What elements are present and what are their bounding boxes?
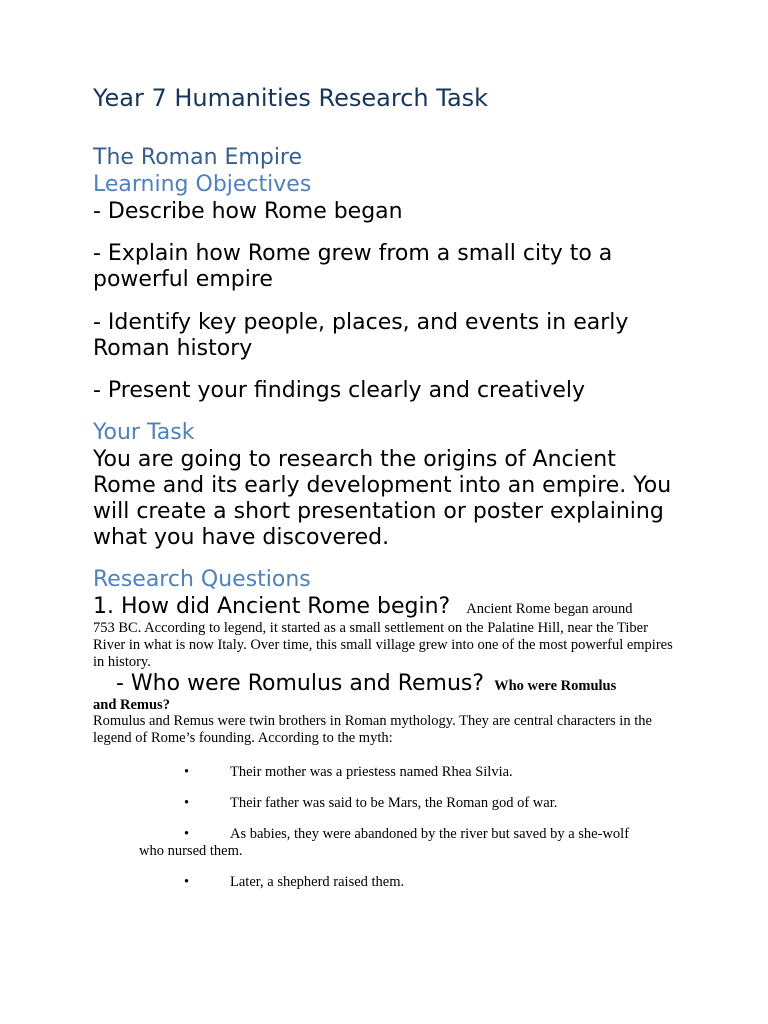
question-2-bold-start: Who were Romulus — [494, 678, 617, 694]
heading-research-questions: Research Questions — [93, 567, 311, 592]
objective-item: - Describe how Rome began — [93, 199, 403, 224]
bullet-item: As babies, they were abandoned by the river but saved by a she-wolf — [230, 826, 630, 842]
heading-learning-objectives: Learning Objectives — [93, 172, 312, 197]
bullet-symbol: • — [184, 826, 190, 842]
objective-item: - Present your findings clearly and creatively — [93, 378, 586, 403]
heading-your-task: Your Task — [93, 420, 195, 445]
question-2-line — [116, 671, 676, 696]
section-title-roman-empire: The Roman Empire — [93, 145, 303, 170]
question-2-answer: Romulus and Remus were twin brothers in Roman mythology. They are central characters in the legend of Rome’s founding. According to the myth: — [93, 713, 652, 746]
document-title: Year 7 Humanities Research Task — [93, 84, 489, 112]
objective-item: - Explain how Rome grew from a small city to a powerful empire — [93, 241, 613, 292]
question-1-answer: 753 BC. According to legend, it started as a small settlement on the Palatine Hill, near the Tiber River in what is now Italy. Over time, this small village grew into one of the most powerful empires in history. — [93, 620, 673, 670]
question-1-answer-start: Ancient Rome began around — [466, 601, 633, 617]
objective-item: - Identify key people, places, and events in early Roman history — [93, 310, 629, 361]
bullet-symbol: • — [184, 795, 190, 811]
bullet-symbol: • — [184, 874, 190, 890]
question-2-label: - Who were Romulus and Remus? — [116, 671, 485, 696]
bullet-item: Later, a shepherd raised them. — [230, 874, 405, 890]
question-2-bold-rest: and Remus? — [93, 697, 170, 713]
bullet-item: Their mother was a priestess named Rhea Silvia. — [230, 764, 513, 780]
bullet-symbol: • — [184, 764, 190, 780]
bullet-item: Their father was said to be Mars, the Roman god of war. — [230, 795, 558, 811]
bullet-item-continuation: who nursed them. — [139, 843, 243, 859]
question-1-line — [93, 594, 683, 619]
question-1-label: 1. How did Ancient Rome begin? — [93, 594, 451, 619]
task-description: You are going to research the origins of Ancient Rome and its early development into an empire. You will create a short presentation or poster explaining what you have discovered. — [93, 447, 672, 550]
